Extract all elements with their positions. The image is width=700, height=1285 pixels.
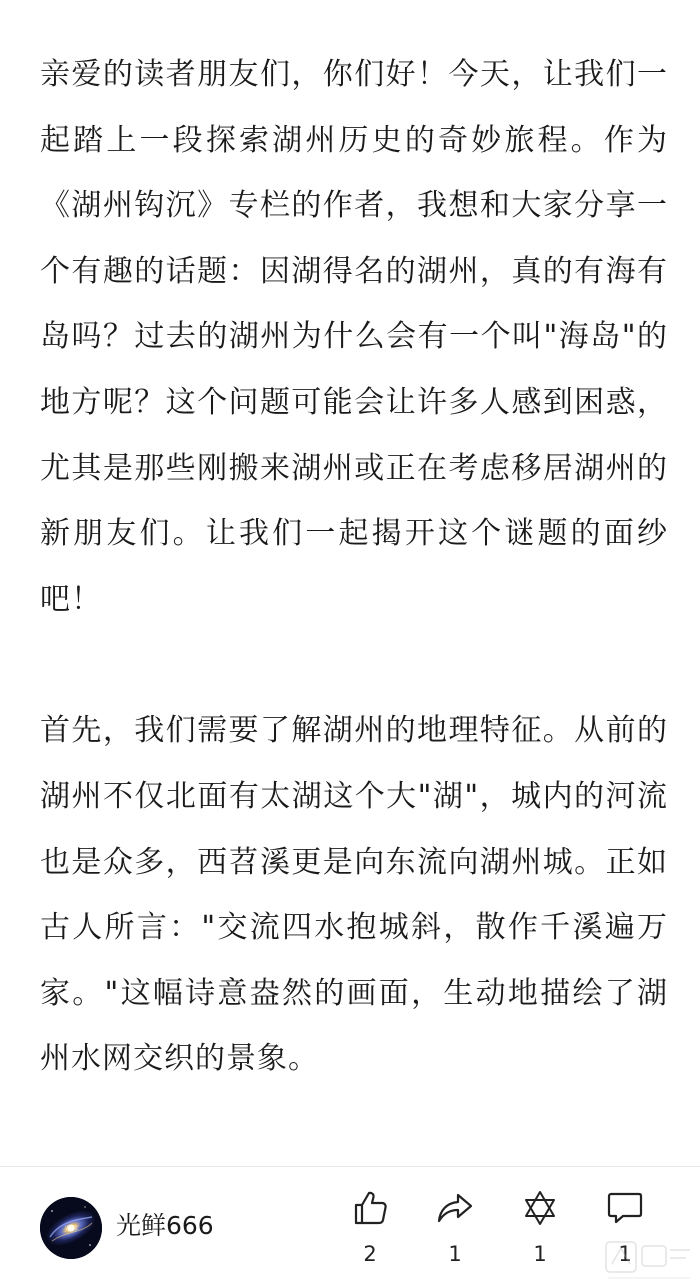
comment-count: 1 [618,1242,632,1266]
star-of-david-icon [521,1189,559,1227]
thumbs-up-icon [351,1189,389,1227]
article-paragraph-2: 首先，我们需要了解湖州的地理特征。从前的湖州不仅北面有太湖这个大"湖"，城内的河流也是众多，西苕溪更是向东流向湖州城。正如古人所言："交流四水抱城斜，散作千溪遍万家。"这幅诗意盎然的画面，生动地描绘了湖州水网交织的景象。 [40,713,668,1077]
comment-button[interactable] [595,1189,655,1279]
galaxy-avatar-icon [40,1197,102,1259]
article-body [40,42,668,1092]
share-button[interactable] [425,1189,485,1279]
share-count: 1 [448,1242,462,1266]
comment-bubble-icon [606,1189,644,1227]
like-button[interactable] [340,1189,400,1279]
svg-text:光鲜: 光鲜 [64,1226,78,1233]
author-avatar[interactable] [40,1197,102,1259]
share-arrow-icon [436,1189,474,1227]
bottom-action-bar [0,1167,700,1285]
favorite-button[interactable] [510,1189,570,1279]
article-paragraph-1: 亲爱的读者朋友们，你们好！今天，让我们一起踏上一段探索湖州历史的奇妙旅程。作为《湖州钩沉》专栏的作者，我想和大家分享一个有趣的话题：因湖得名的湖州，真的有海有岛吗？过去的湖州为什么会有一个叫"海岛"的地方呢？这个问题可能会让许多人感到困惑，尤其是那些刚搬来湖州或正在考虑移居湖州的新朋友们。让我们一起揭开这个谜题的面纱吧！ [40,57,668,617]
author-name[interactable]: 光鲜666 [116,1211,214,1240]
favorite-count: 1 [533,1242,547,1266]
like-count: 2 [363,1242,377,1266]
